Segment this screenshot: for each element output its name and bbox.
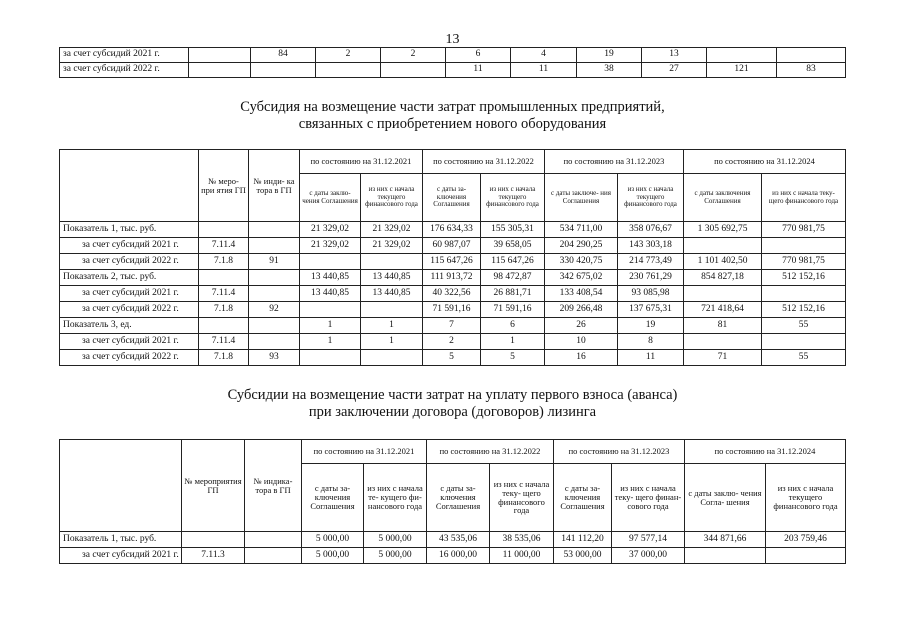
row-label: Показатель 2, тыс. руб. (60, 270, 199, 286)
table-cell (251, 63, 316, 78)
event-number-cell: 7.1.8 (199, 302, 249, 318)
indicator-number-cell (249, 318, 300, 334)
event-number-cell: 7.11.3 (182, 548, 245, 564)
event-number-cell (199, 318, 249, 334)
table-row (60, 350, 846, 366)
section1-table (59, 149, 846, 366)
s1-sub-2024-from-start: с даты заключения Соглашения (684, 174, 762, 222)
value-cell: 1 (361, 334, 423, 350)
table-row (60, 302, 846, 318)
value-cell (684, 334, 762, 350)
value-cell: 330 420,75 (545, 254, 618, 270)
value-cell: 21 329,02 (300, 238, 361, 254)
value-cell: 534 711,00 (545, 222, 618, 238)
row-label: за счет субсидий 2022 г. (60, 350, 199, 366)
top-continuation-table (59, 47, 846, 78)
table-cell (189, 63, 251, 78)
s1-sub-2022-from-start: с даты за- ключения Соглашения (423, 174, 481, 222)
table-cell (707, 48, 777, 63)
page-number: 13 (445, 32, 460, 47)
value-cell: 55 (762, 318, 846, 334)
value-cell: 230 761,29 (618, 270, 684, 286)
table-cell: 11 (511, 63, 577, 78)
event-number-cell: 7.11.4 (199, 238, 249, 254)
s2-header-period-2024: по состоянию на 31.12.2024 (685, 440, 846, 464)
value-cell (684, 238, 762, 254)
value-cell: 21 329,02 (300, 222, 361, 238)
s1-header-period-2024: по состоянию на 31.12.2024 (684, 150, 846, 174)
s2-sub-2024-from-start: с даты заклю- чения Согла- шения (685, 464, 766, 532)
value-cell: 53 000,00 (554, 548, 612, 564)
value-cell: 5 (423, 350, 481, 366)
value-cell: 1 (300, 318, 361, 334)
value-cell: 721 418,64 (684, 302, 762, 318)
row-label: за счет субсидий 2021 г. (60, 238, 199, 254)
value-cell: 1 101 402,50 (684, 254, 762, 270)
event-number-cell (182, 532, 245, 548)
value-cell: 71 591,16 (423, 302, 481, 318)
event-number-cell (199, 270, 249, 286)
indicator-number-cell (245, 548, 302, 564)
indicator-number-cell (249, 270, 300, 286)
value-cell: 81 (684, 318, 762, 334)
indicator-number-cell (249, 286, 300, 302)
value-cell (684, 286, 762, 302)
value-cell: 141 112,20 (554, 532, 612, 548)
table-row (60, 286, 846, 302)
value-cell: 13 440,85 (300, 270, 361, 286)
value-cell: 11 (618, 350, 684, 366)
s1-sub-2024-current-year: из них с начала теку- щего финансового года (762, 174, 846, 222)
value-cell: 204 290,25 (545, 238, 618, 254)
s2-sub-2022-current-year: из них с начала теку- щего финансового года (490, 464, 554, 532)
table-row (60, 532, 846, 548)
value-cell: 1 (300, 334, 361, 350)
value-cell (762, 286, 846, 302)
table-row (60, 318, 846, 334)
value-cell (361, 302, 423, 318)
value-cell: 770 981,75 (762, 254, 846, 270)
value-cell: 7 (423, 318, 481, 334)
table-row (60, 548, 846, 564)
value-cell: 43 535,06 (427, 532, 490, 548)
value-cell: 19 (618, 318, 684, 334)
value-cell: 5 000,00 (302, 548, 364, 564)
row-label: за счет субсидий 2022 г. (60, 302, 199, 318)
value-cell: 512 152,16 (762, 270, 846, 286)
s2-sub-2021-current-year: из них с начала те- кущего фи- нансового года (364, 464, 427, 532)
value-cell (300, 254, 361, 270)
value-cell: 5 000,00 (364, 548, 427, 564)
value-cell (300, 302, 361, 318)
table-row (60, 48, 846, 63)
value-cell: 854 827,18 (684, 270, 762, 286)
value-cell (762, 334, 846, 350)
table-cell: 38 (577, 63, 642, 78)
table-row (60, 254, 846, 270)
s1-sub-2022-current-year: из них с начала текущего финансового года (481, 174, 545, 222)
table-cell: 19 (577, 48, 642, 63)
value-cell: 11 000,00 (490, 548, 554, 564)
s2-sub-2021-from-start: с даты за- ключения Соглашения (302, 464, 364, 532)
value-cell (300, 350, 361, 366)
row-label: за счет субсидий 2022 г. (60, 254, 199, 270)
s1-sub-2021-current-year: из них с начала текущего финансового года (361, 174, 423, 222)
s2-sub-2023-from-start: с даты за- ключения Соглашения (554, 464, 612, 532)
value-cell: 5 000,00 (302, 532, 364, 548)
s1-header-period-2022: по состоянию на 31.12.2022 (423, 150, 545, 174)
value-cell: 133 408,54 (545, 286, 618, 302)
s2-header-period-2021: по состоянию на 31.12.2021 (302, 440, 427, 464)
indicator-number-cell (249, 238, 300, 254)
table-row (60, 334, 846, 350)
value-cell: 115 647,26 (423, 254, 481, 270)
s1-header-blank (60, 150, 199, 222)
value-cell: 344 871,66 (685, 532, 766, 548)
value-cell: 55 (762, 350, 846, 366)
value-cell: 39 658,05 (481, 238, 545, 254)
s2-header-event-no: № мероприятия ГП (182, 440, 245, 532)
value-cell: 115 647,26 (481, 254, 545, 270)
row-label: за счет субсидий 2021 г. (60, 334, 199, 350)
value-cell: 37 000,00 (612, 548, 685, 564)
row-label: за счет субсидий 2021 г. (60, 48, 189, 63)
value-cell: 155 305,31 (481, 222, 545, 238)
event-number-cell (199, 222, 249, 238)
table-cell (189, 48, 251, 63)
event-number-cell: 7.1.8 (199, 350, 249, 366)
value-cell: 111 913,72 (423, 270, 481, 286)
value-cell: 21 329,02 (361, 222, 423, 238)
value-cell: 137 675,31 (618, 302, 684, 318)
table-cell (381, 63, 446, 78)
value-cell: 203 759,46 (766, 532, 846, 548)
value-cell: 1 305 692,75 (684, 222, 762, 238)
value-cell: 71 (684, 350, 762, 366)
table-cell: 84 (251, 48, 316, 63)
s1-header-period-2021: по состоянию на 31.12.2021 (300, 150, 423, 174)
value-cell (762, 238, 846, 254)
table-row (60, 222, 846, 238)
indicator-number-cell (249, 334, 300, 350)
value-cell: 93 085,98 (618, 286, 684, 302)
value-cell: 5 (481, 350, 545, 366)
value-cell: 26 (545, 318, 618, 334)
s1-header-period-2023: по состоянию на 31.12.2023 (545, 150, 684, 174)
value-cell: 13 440,85 (361, 270, 423, 286)
value-cell: 342 675,02 (545, 270, 618, 286)
table-cell: 13 (642, 48, 707, 63)
value-cell: 209 266,48 (545, 302, 618, 318)
indicator-number-cell: 92 (249, 302, 300, 318)
s1-header-event-no: № меро- при ятия ГП (199, 150, 249, 222)
table-cell (316, 63, 381, 78)
value-cell: 176 634,33 (423, 222, 481, 238)
table-row (60, 63, 846, 78)
value-cell: 21 329,02 (361, 238, 423, 254)
section2-table (59, 439, 846, 564)
s1-sub-2023-current-year: из них с начала текущего финансового года (618, 174, 684, 222)
table-cell: 2 (381, 48, 446, 63)
table-cell: 11 (446, 63, 511, 78)
row-label: за счет субсидий 2021 г. (60, 548, 182, 564)
row-label: Показатель 3, ед. (60, 318, 199, 334)
value-cell: 98 472,87 (481, 270, 545, 286)
value-cell: 8 (618, 334, 684, 350)
table-cell: 6 (446, 48, 511, 63)
event-number-cell: 7.1.8 (199, 254, 249, 270)
s2-sub-2023-current-year: из них с начала теку- щего финан- сового года (612, 464, 685, 532)
table-cell: 4 (511, 48, 577, 63)
row-label: Показатель 1, тыс. руб. (60, 222, 199, 238)
value-cell: 13 440,85 (361, 286, 423, 302)
row-label: за счет субсидий 2022 г. (60, 63, 189, 78)
indicator-number-cell: 91 (249, 254, 300, 270)
table-cell: 27 (642, 63, 707, 78)
value-cell: 26 881,71 (481, 286, 545, 302)
table-cell (777, 48, 846, 63)
value-cell: 1 (481, 334, 545, 350)
value-cell (685, 548, 766, 564)
section1-title-line1: Субсидия на возмещение части затрат промышленных предприятий, (240, 99, 665, 115)
value-cell (361, 350, 423, 366)
value-cell: 38 535,06 (490, 532, 554, 548)
table-cell: 83 (777, 63, 846, 78)
event-number-cell: 7.11.4 (199, 286, 249, 302)
value-cell: 6 (481, 318, 545, 334)
value-cell: 1 (361, 318, 423, 334)
value-cell: 10 (545, 334, 618, 350)
value-cell: 214 773,49 (618, 254, 684, 270)
s1-sub-2021-from-start: с даты заклю- чения Соглашения (300, 174, 361, 222)
value-cell: 358 076,67 (618, 222, 684, 238)
value-cell: 16 000,00 (427, 548, 490, 564)
row-label: Показатель 1, тыс. руб. (60, 532, 182, 548)
value-cell: 16 (545, 350, 618, 366)
value-cell: 2 (423, 334, 481, 350)
s2-header-indicator-no: № индика- тора в ГП (245, 440, 302, 532)
section2-title-line2: при заключении договора (договоров) лизинга (308, 404, 597, 420)
s2-header-period-2022: по состоянию на 31.12.2022 (427, 440, 554, 464)
value-cell (361, 254, 423, 270)
s2-sub-2022-from-start: с даты за- ключения Соглашения (427, 464, 490, 532)
s2-header-period-2023: по состоянию на 31.12.2023 (554, 440, 685, 464)
value-cell: 97 577,14 (612, 532, 685, 548)
s1-sub-2023-from-start: с даты заключе- ния Соглашения (545, 174, 618, 222)
value-cell: 512 152,16 (762, 302, 846, 318)
indicator-number-cell (245, 532, 302, 548)
table-row (60, 270, 846, 286)
indicator-number-cell: 93 (249, 350, 300, 366)
value-cell: 13 440,85 (300, 286, 361, 302)
section2-title-line1: Субсидии на возмещение части затрат на уплату первого взноса (аванса) (227, 387, 678, 403)
table-cell: 2 (316, 48, 381, 63)
value-cell (766, 548, 846, 564)
row-label: за счет субсидий 2021 г. (60, 286, 199, 302)
table-row (60, 238, 846, 254)
value-cell: 770 981,75 (762, 222, 846, 238)
s1-header-indicator-no: № инди- ка тора в ГП (249, 150, 300, 222)
value-cell: 60 987,07 (423, 238, 481, 254)
s2-header-blank (60, 440, 182, 532)
value-cell: 71 591,16 (481, 302, 545, 318)
value-cell: 40 322,56 (423, 286, 481, 302)
event-number-cell: 7.11.4 (199, 334, 249, 350)
section1-title-line2: связанных с приобретением нового оборудования (298, 116, 607, 132)
table-cell: 121 (707, 63, 777, 78)
indicator-number-cell (249, 222, 300, 238)
value-cell: 5 000,00 (364, 532, 427, 548)
value-cell: 143 303,18 (618, 238, 684, 254)
s2-sub-2024-current-year: из них с начала текущего финансового года (766, 464, 846, 532)
